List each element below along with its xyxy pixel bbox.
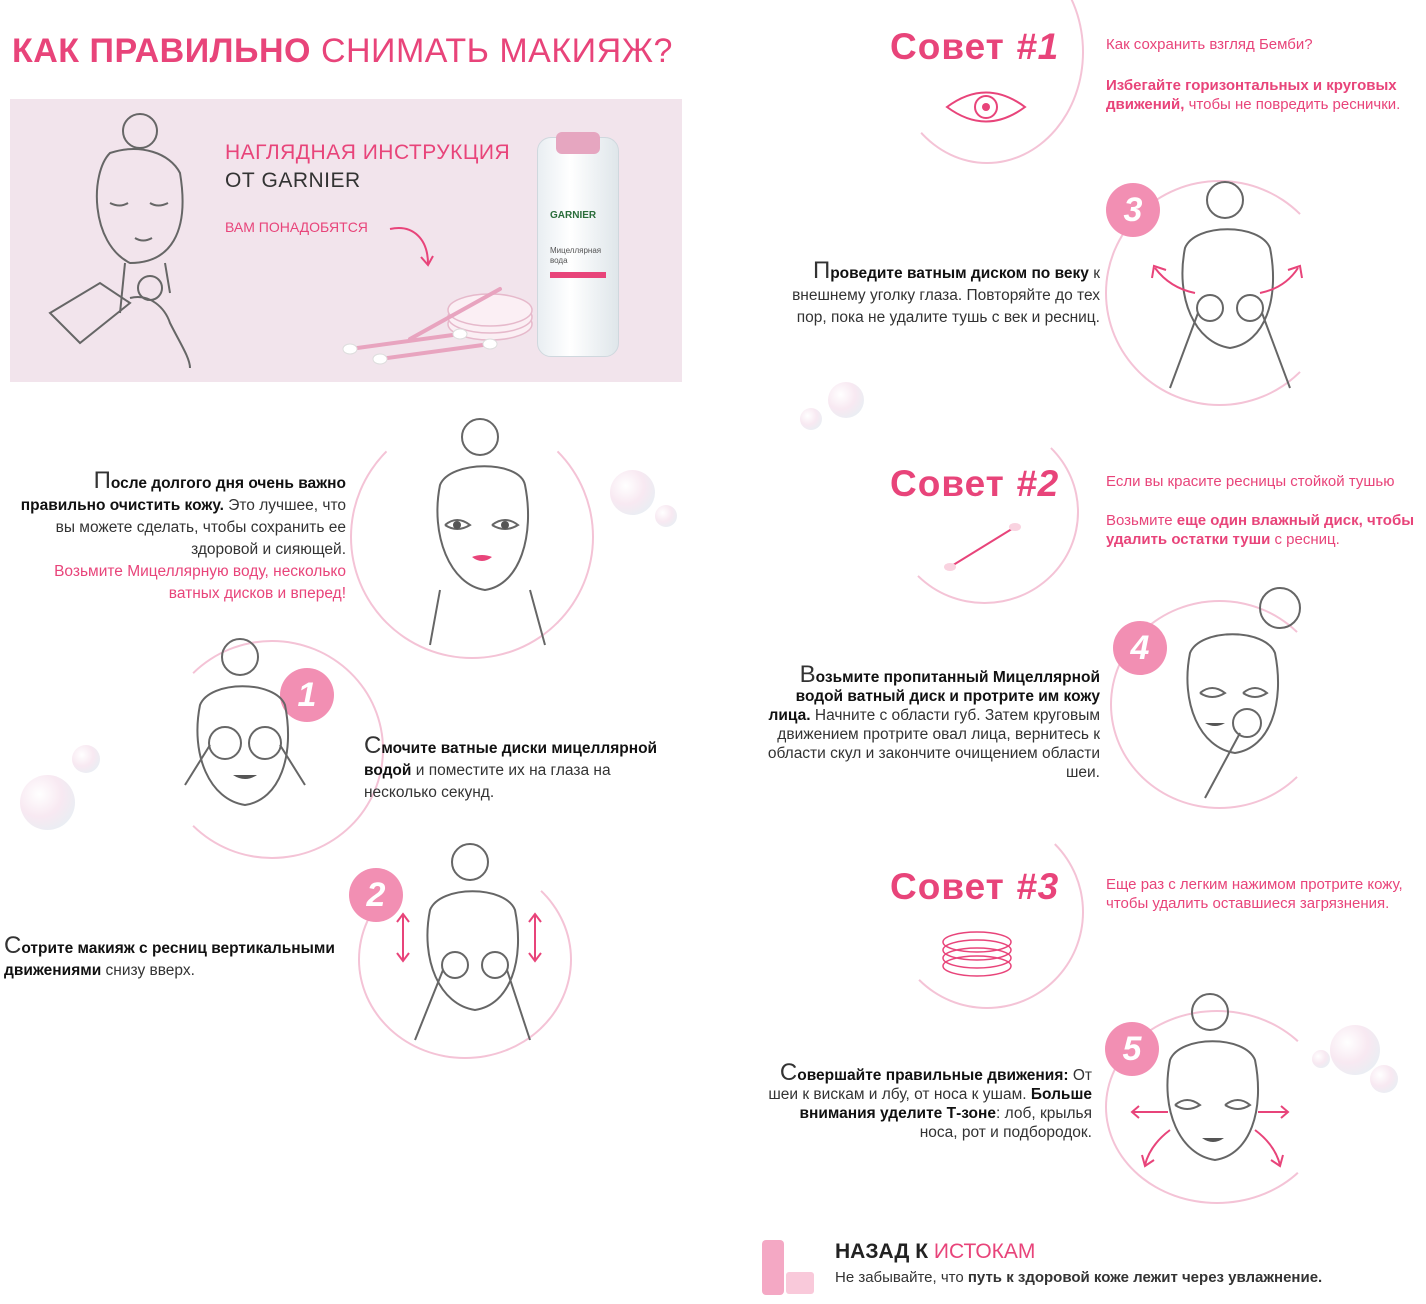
step5-normal-2: : лоб, крылья носа, рот и подбородок. (919, 1105, 1092, 1141)
tip3-word: Совет (890, 866, 1005, 907)
step5-text (760, 1059, 1092, 1142)
bubble-decoration (1330, 1025, 1380, 1075)
footer-text-normal: Не забывайте, что (835, 1269, 968, 1286)
step5-badge: 5 (1105, 1022, 1159, 1076)
step3-text (770, 257, 1100, 329)
step2-text (4, 932, 349, 982)
tip2-normal-1: Возьмите (1106, 512, 1177, 529)
bottle-brand: GARNIER (550, 210, 597, 221)
tip2-text (1106, 472, 1421, 549)
tip1-frame (890, 0, 1084, 164)
smiling-face-illustration (420, 415, 560, 645)
tip3-frame (890, 815, 1084, 1009)
tip1-bold: Избегайте горизонтальных и круговых движений, (1106, 77, 1397, 113)
step2-cap: С (4, 932, 22, 959)
step5-normal-1: От шеи к вискам и лбу, от носа к ушам. (768, 1067, 1092, 1103)
cotton-pads-icon (340, 279, 550, 369)
cream-jar-icon (786, 1272, 814, 1294)
step4-cap: В (799, 661, 816, 688)
banner-heading-1: НАГЛЯДНАЯ ИНСТРУКЦИЯ (225, 141, 511, 164)
page-title (12, 32, 673, 71)
bottle-label-2: вода (550, 256, 568, 265)
eye-icon (945, 86, 1027, 128)
step5-cap: С (779, 1059, 798, 1086)
step2-badge: 2 (349, 868, 403, 922)
tip1-word: Совет (890, 26, 1005, 67)
face-cheek-pad-illustration (1165, 583, 1325, 798)
intro-banner (10, 99, 682, 382)
tip2-normal-2: с ресниц. (1270, 531, 1340, 548)
cotton-pad-stack-icon (940, 930, 1015, 978)
girl-with-bottle-illustration (40, 113, 210, 373)
bubble-decoration (20, 775, 75, 830)
step3-badge: 3 (1106, 183, 1160, 237)
step4-bold: озьмите пропитанный Мицеллярной водой ватный диск и протрите им кожу лица. (768, 669, 1100, 724)
step1-text (364, 732, 684, 804)
banner-heading-2: ОТ GARNIER (225, 169, 361, 192)
footer-text-bold: путь к здоровой коже лежит через увлажнение. (967, 1269, 1323, 1286)
intro-pink: Возьмите Мицеллярную воду, несколько ватных дисков и вперед! (54, 563, 346, 602)
footer-title-pink: ИСТОКАМ (933, 1240, 1036, 1263)
intro-text (10, 467, 346, 605)
step5-bold: овершайте правильные движения: (797, 1067, 1069, 1084)
step1-cap: С (364, 732, 382, 759)
step4-text (760, 661, 1100, 782)
footer-title-bold: НАЗАД К (835, 1240, 929, 1263)
tip2-heading (890, 463, 1059, 505)
tip2-word: Совет (890, 463, 1005, 504)
title-bold: КАК ПРАВИЛЬНО (12, 32, 311, 70)
bubble-decoration (800, 408, 822, 430)
step3-bold: роведите ватным диском по веку (830, 265, 1089, 282)
tip3-heading (890, 866, 1059, 908)
bubble-decoration (828, 382, 864, 418)
intro-cap: П (93, 467, 111, 494)
bubble-decoration (1370, 1065, 1398, 1093)
step5-bold-2: Больше внимания уделите Т-зоне (799, 1086, 1092, 1122)
cream-tube-icon (762, 1240, 784, 1295)
tip1-heading (890, 26, 1059, 68)
step3-cap: П (812, 257, 831, 284)
bottle-cap (556, 132, 600, 154)
intro-normal: Это лучшее, что вы можете сделать, чтобы сохранить ее здоровой и сияющей. (55, 497, 346, 558)
bubble-decoration (610, 470, 655, 515)
tip1-text (1106, 35, 1406, 114)
intro-bold: осле долгого дня очень важно правильно очистить кожу. (20, 475, 346, 514)
step1-badge: 1 (280, 668, 334, 722)
tip3-number: #3 (1016, 866, 1060, 907)
tip2-number: #2 (1016, 463, 1060, 504)
face-t-zone-illustration (1130, 990, 1290, 1190)
cotton-swab-icon (945, 522, 1020, 572)
bubble-decoration (655, 505, 677, 527)
step2-bold: отрите макияж с ресниц вертикальными движениями (4, 940, 335, 979)
title-light: СНИМАТЬ МАКИЯЖ? (320, 32, 673, 70)
face-eyelid-strokes-illustration (1140, 178, 1310, 393)
footer-title (835, 1240, 1035, 1264)
footer-text (835, 1269, 1322, 1286)
step4-badge: 4 (1113, 621, 1167, 675)
micellar-water-bottle (537, 137, 619, 357)
tip1-number: #1 (1016, 26, 1060, 67)
step2-normal: снизу вверх. (101, 962, 195, 979)
tip1-normal: чтобы не повредить реснички. (1184, 96, 1401, 113)
tip2-question: Если вы красите ресницы стойкой тушью (1106, 473, 1395, 490)
curved-arrow-icon (388, 219, 438, 269)
tip1-question: Как сохранить взгляд Бемби? (1106, 36, 1313, 53)
step3-normal: к внешнему уголку глаза. Повторяйте до тех пор, пока не удалите тушь с век и ресниц. (792, 265, 1100, 326)
step1-bold: мочите ватные диски мицеллярной водой (364, 740, 658, 779)
step1-normal: и поместите их на глаза на несколько секунд. (364, 762, 611, 801)
tip2-bold: еще один влажный диск, чтобы удалить остатки туши (1106, 512, 1415, 548)
banner-need-label: ВАМ ПОНАДОБЯТСЯ (225, 219, 368, 235)
bottle-label-1: Мицеллярная (550, 246, 602, 255)
bubble-decoration (72, 745, 100, 773)
tip3-text: Еще раз с легким нажимом протрите кожу, чтобы удалить оставшиеся загрязнения. (1106, 876, 1403, 912)
face-vertical-strokes-illustration (395, 840, 545, 1050)
bubble-decoration (1312, 1050, 1330, 1068)
bottle-stripe (550, 272, 606, 278)
face-pads-on-eyes-illustration (175, 635, 325, 830)
tip2-frame (890, 420, 1079, 604)
step4-normal: Начните с области губ. Затем круговым движением протрите овал лица, вернитесь к области скул и закончите очищением области шеи. (767, 707, 1100, 781)
